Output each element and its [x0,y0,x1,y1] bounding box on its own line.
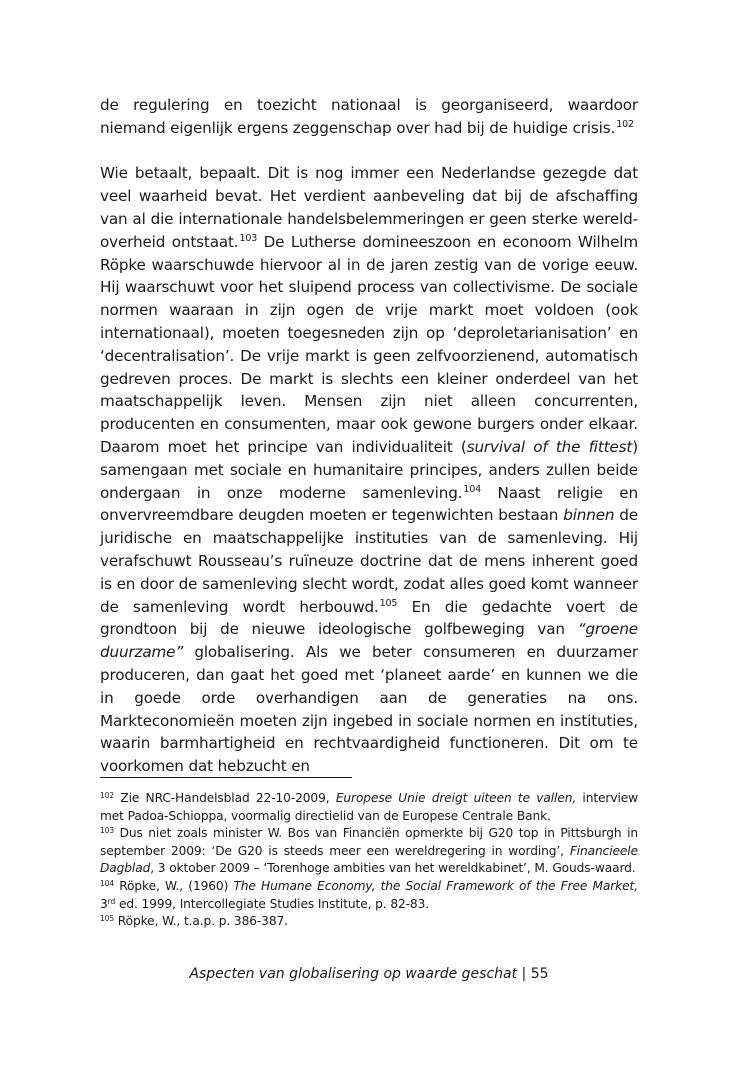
footnote-text: ed. 1999, Intercollegiate Studies Institute, p. 82-83. [115,896,430,911]
book-title: Aspecten van globalisering op waarde geschat [189,966,518,982]
footnote-text: Zie NRC-Handelsblad 22-10-2009, [114,791,336,805]
paragraph-2 [100,162,638,778]
footnote-number: 104 [100,878,115,888]
ordinal-suffix: rd [107,896,116,906]
paragraph-2-italic-survival: survival of the fittest [466,437,633,456]
page-number: 55 [530,966,549,982]
paragraph-2-part-2: De Lutherse domineeszoon en econoom Wilhelm Röpke waarschuwde hiervoor al in de jaren zestig van de vorige eeuw. Hij waarschuwt voor het sluipend process van collectivisme. De sociale normen waaraan in zijn ogen de vrije markt moet voldoen (ook internationaal), moeten toegesneden zijn op ‘deproletarianisation’ en ‘decentralisation’. De vrije markt is geen zelfvoorzienend, automatisch gedreven proces. De markt is slechts een kleiner onderdeel van het maatschappelijk leven. Mensen zijn niet alleen concurrenten, producenten en consumenten, maar ook gewone burgers onder elkaar. Daarom moet het principe van individualiteit ( [100,232,638,456]
page-footer [0,964,738,984]
paragraph-2-part-4: Naast religie en onvervreemdbare deugden moeten er tegenwichten bestaan [100,483,638,525]
paragraph-2-part-1: Wie betaalt, bepaalt. Dit is nog immer een Nederlandse gezegde dat veel waarheid bevat. Het verdient aanbeveling dat bij de afschaffing van al die internationale handelsbelemmeringen er geen sterke wereld-overheid ontstaat. [100,164,638,251]
footnote-divider [100,777,352,778]
footnote-ref-104[interactable]: 104 [463,483,482,495]
paragraph-2-part-3: ) samengaan met sociale en humanitaire principes, anders zullen beide ondergaan in onze moderne samenleving. [100,437,638,502]
paragraph-1 [100,94,638,140]
footer-separator: | [517,966,531,982]
footnote-ref-102[interactable]: 102 [616,118,634,130]
footnote-104 [100,878,638,913]
footnote-number: 102 [100,791,115,800]
footnote-italic: Financieele Dagblad [100,843,638,876]
paragraph-2-part-6: En die gedachte voert de grondtoon bij de nieuwe ideologische golfbeweging van [100,597,638,639]
footnote-text: Röpke, W., (1960) [114,878,234,893]
paragraph-2-part-5: de juridische en maatschappelijke instituties van de samenleving. Hij verafschuwt Rousseau’s ruïneuze doctrine dat de mens inherent goed is en door de samenleving slecht wordt, zodat alles goed komt wanneer de samenleving wordt herbouwd. [100,506,638,616]
footnote-number: 103 [100,826,115,836]
footnote-103 [100,825,638,878]
body-text [100,94,638,778]
paragraph-1-text: de regulering en toezicht nationaal is georganiseerd, waardoor niemand eigenlijk ergens zeggenschap over had bij de huidige crisis. [100,96,638,137]
footnote-105 [100,913,638,931]
footnote-text: Röpke, W., t.a.p. p. 386-387. [114,914,288,929]
footnote-text: Dus niet zoals minister W. Bos van Financiën opmerkte bij G20 top in Pittsburgh in september 2009: ‘De G20 is steeds meer een wereldregering in wording’, [100,826,638,858]
footnote-italic: The Humane Economy, the Social Framework of the Free Market, [233,878,638,893]
footnotes [100,790,638,931]
footnote-text: interview met Padoa-Schioppa, voormalig directielid van de Europese Centrale Bank. [100,791,638,823]
paragraph-2-part-7: globalisering. Als we beter consumeren en duurzamer produceren, dan gaat het goed met ‘planeet aarde’ en kunnen we die in goede orde overhandigen aan de generaties na ons. Markteconomieën moeten zijn ingebed in sociale normen en instituties, waarin barmhartigheid en rechtvaardigheid functioneren. Dit om te voorkomen dat hebzucht en [100,643,638,776]
footnote-number: 105 [100,914,115,924]
footnote-102 [100,790,638,825]
footnote-text: , 3 oktober 2009 – ‘Torenhoge ambities van het wereldkabinet’, M. Gouds-waard. [150,861,636,876]
footnote-text: 3 [100,896,108,911]
paragraph-2-italic-binnen: binnen [563,506,615,525]
footnote-ref-103[interactable]: 103 [239,232,258,244]
footnote-italic: Europese Unie dreigt uiteen te vallen, [335,791,577,805]
paragraph-2-italic-groene: “groene duurzame” [100,620,638,662]
footnote-ref-105[interactable]: 105 [379,597,398,609]
